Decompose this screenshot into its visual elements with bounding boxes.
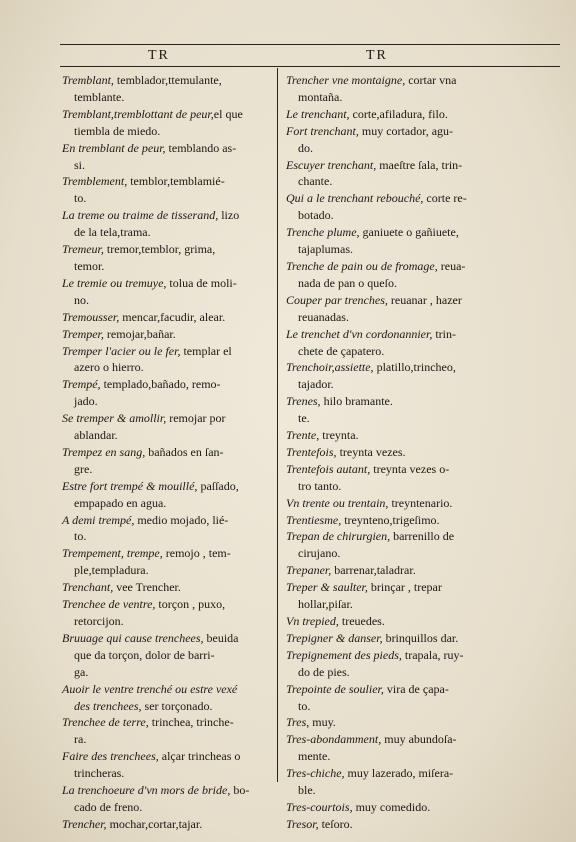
dictionary-entry	[286, 731, 492, 765]
definition-continuation: empapado en agua.	[74, 495, 167, 510]
dictionary-entry	[286, 258, 492, 292]
headword: Tremper,	[62, 326, 104, 341]
dictionary-entry	[62, 376, 270, 410]
headword: Tremblant,tremblottant de peur,	[62, 106, 214, 121]
dictionary-entry	[286, 613, 492, 630]
definition: vee Trencher.	[113, 580, 181, 595]
dictionary-entry	[286, 765, 492, 799]
dictionary-entry	[286, 630, 492, 647]
definition: trin-	[432, 326, 456, 341]
definition-continuation: azero o hierro.	[74, 360, 144, 375]
dictionary-entry	[286, 427, 492, 444]
definition-continuation: te.	[298, 411, 310, 426]
running-head	[62, 48, 560, 64]
definition-continuation: reuanadas.	[298, 309, 349, 324]
definition: remojar por	[166, 411, 226, 426]
headword: Tres-abondamment,	[286, 732, 382, 747]
definition-continuation: de la tela,trama.	[74, 225, 151, 240]
dictionary-entry	[62, 478, 270, 512]
dictionary-entry	[286, 528, 492, 562]
definition: remojar,bañar.	[103, 326, 176, 341]
definition: muy.	[309, 715, 336, 730]
headword: Trepignement des pieds,	[286, 647, 402, 662]
definition: muy cortador, agu-	[358, 123, 454, 138]
dictionary-entry	[286, 123, 492, 157]
definition: maeſtre ſala, trin-	[376, 157, 463, 172]
headword: Tres,	[286, 715, 310, 730]
dictionary-entry	[62, 748, 270, 782]
headword: Trepan de chirurgien,	[286, 529, 391, 544]
definition: trinchea, trinche-	[148, 715, 234, 730]
dictionary-entry	[286, 512, 492, 529]
definition: mochar,cortar,tajar.	[106, 816, 203, 831]
headword: La treme ou traime de tisserand,	[62, 208, 219, 223]
definition-continuation: cirujano.	[298, 546, 341, 561]
headword: Tremper l'acier ou le fer,	[62, 343, 181, 358]
headword: Trempez en sang,	[62, 444, 146, 459]
definition-continuation: tiembla de miedo.	[74, 123, 161, 138]
definition-continuation: no.	[74, 292, 89, 307]
headword: Tremblement,	[62, 174, 128, 189]
headword: Le trenchet d'vn cordonannier,	[286, 326, 433, 341]
definition-continuation: mente.	[298, 749, 331, 764]
definition: paſſado,	[197, 478, 239, 493]
dictionary-entry	[286, 461, 492, 495]
right-column	[286, 72, 492, 833]
definition: hilo bramante.	[320, 394, 393, 409]
dictionary-entry	[62, 714, 270, 748]
definition-continuation: gre.	[74, 461, 93, 476]
dictionary-entry	[286, 72, 492, 106]
definition-continuation: montaña.	[298, 89, 343, 104]
headword: Tres-courtois,	[286, 799, 353, 814]
definition-continuation: do de pies.	[298, 664, 350, 679]
definition: beuida	[203, 630, 239, 645]
headword: Trepigner & danser,	[286, 630, 383, 645]
definition-continuation: trincheras.	[74, 766, 125, 781]
headword: La trenchoeure d'vn mors de bride,	[62, 783, 231, 798]
definition: alçar trincheas o	[158, 749, 241, 764]
column-divider	[277, 68, 278, 782]
definition-continuation: to.	[298, 698, 311, 713]
dictionary-entry	[62, 512, 270, 546]
definition-continuation: ablandar.	[74, 428, 118, 443]
top-rule	[60, 44, 560, 45]
definition: ganiuete o gañiuete,	[359, 225, 459, 240]
definition-continuation: nada de pan o queſo.	[298, 275, 397, 290]
definition-continuation: ple,templadura.	[74, 563, 149, 578]
headword: Trenchant,	[62, 580, 114, 595]
headword: Le trenchant,	[286, 106, 350, 121]
definition: mencar,facudir, alear.	[119, 309, 226, 324]
left-column	[62, 72, 270, 833]
definition-continuation: tajaplumas.	[298, 242, 353, 257]
running-head-right: TR	[366, 48, 388, 63]
definition-continuation: cado de freno.	[74, 799, 143, 814]
dictionary-entry	[62, 630, 270, 681]
definition-continuation: temor.	[74, 258, 105, 273]
headword: En tremblant de peur,	[62, 140, 166, 155]
headword: Trenche plume,	[286, 225, 360, 240]
dictionary-entry	[62, 816, 270, 833]
headword: Qui a le trenchant rebouché,	[286, 191, 424, 206]
headword: Faire des trenchees,	[62, 749, 159, 764]
definition: temblor,temblamié-	[127, 174, 225, 189]
dictionary-entry	[62, 275, 270, 309]
headword: Trenche de pain ou de fromage,	[286, 258, 438, 273]
definition: treynteno,trigeſimo.	[341, 512, 440, 527]
definition-continuation: temblante.	[74, 89, 125, 104]
headword: Tres-chiche,	[286, 766, 345, 781]
headword: des trenchees,	[74, 698, 142, 713]
definition: temblador,ttemulante,	[113, 73, 222, 87]
dictionary-entry	[62, 72, 270, 106]
dictionary-entry	[286, 224, 492, 258]
definition: reua-	[437, 258, 466, 273]
headword: Trentefois autant,	[286, 461, 371, 476]
dictionary-entry	[62, 309, 270, 326]
headword: Trempé,	[62, 377, 101, 392]
headword: Estre fort trempé & mouillé,	[62, 478, 198, 493]
headword: Trencher,	[62, 816, 107, 831]
definition: bañados en ſan-	[145, 444, 224, 459]
definition: treynta vezes o-	[370, 461, 450, 476]
headword: Se tremper & amollir,	[62, 411, 167, 426]
running-head-left: TR	[148, 48, 170, 63]
dictionary-entry	[286, 579, 492, 613]
definition-continuation: ra.	[74, 732, 87, 747]
definition: bo-	[230, 783, 250, 798]
headword: Trentiesme,	[286, 512, 342, 527]
headword: Trenes,	[286, 394, 321, 409]
definition-continuation: ga.	[74, 664, 89, 679]
dictionary-entry	[286, 799, 492, 816]
headword: Trente,	[286, 428, 320, 443]
definition: barrenar,taladrar.	[331, 563, 416, 578]
headword: A demi trempé,	[62, 512, 135, 527]
dictionary-entry	[286, 495, 492, 512]
definition-continuation: tro tanto.	[298, 478, 342, 493]
dictionary-entry	[286, 562, 492, 579]
dictionary-entry	[62, 444, 270, 478]
definition: el que	[213, 106, 243, 121]
definition: teſoro.	[318, 816, 353, 831]
definition-continuation: botado.	[298, 208, 334, 223]
definition: vira de çapa-	[383, 681, 449, 696]
dictionary-entry	[62, 545, 270, 579]
dictionary-entry	[62, 410, 270, 444]
definition: treyntenario.	[388, 495, 453, 510]
headword: Trempement, trempe,	[62, 546, 163, 561]
definition: tolua de moli-	[166, 275, 237, 290]
definition-continuation: jado.	[74, 394, 98, 409]
definition: muy lazerado, miſera-	[344, 766, 454, 781]
dictionary-entry	[62, 681, 270, 715]
dictionary-entry	[62, 579, 270, 596]
headword: Trepointe de soulier,	[286, 681, 384, 696]
definition: templado,bañado, remo-	[100, 377, 221, 392]
dictionary-entry	[286, 816, 492, 833]
definition: muy comedido.	[352, 799, 431, 814]
dictionary-entry	[62, 207, 270, 241]
definition: muy abundoſa-	[381, 732, 457, 747]
definition: temblando as-	[165, 140, 237, 155]
definition: corte,afiladura, filo.	[349, 106, 448, 121]
definition-continuation: retorcijon.	[74, 614, 124, 628]
headword: Trenchee de terre,	[62, 715, 149, 730]
definition: barrenillo de	[390, 529, 455, 544]
dictionary-entry	[286, 647, 492, 681]
definition-continuation: chete de çapatero.	[298, 343, 385, 358]
dictionary-entry	[286, 681, 492, 715]
headword: Tremeur,	[62, 242, 104, 257]
definition: lizo	[218, 208, 240, 223]
headword: Tremblant,	[62, 73, 114, 87]
definition: brinquillos dar.	[382, 630, 459, 645]
definition: treuedes.	[338, 614, 385, 628]
definition: reuanar , hazer	[387, 292, 462, 307]
definition: remojo , tem-	[162, 546, 231, 561]
definition: tremor,temblor, grima,	[103, 242, 216, 257]
dictionary-entry	[286, 190, 492, 224]
definition: treynta vezes.	[336, 444, 406, 459]
headword: Tresor,	[286, 816, 319, 831]
headword: Bruuage qui cause trenchees,	[62, 630, 204, 645]
headword: Trenchee de ventre,	[62, 597, 156, 612]
dictionary-entry	[286, 393, 492, 427]
dictionary-entry	[62, 326, 270, 343]
head-rule	[60, 66, 560, 67]
dictionary-entry	[286, 292, 492, 326]
dictionary-entry	[286, 326, 492, 360]
dictionary-entry	[62, 241, 270, 275]
definition: ser torçonado.	[141, 698, 213, 713]
headword: Trenchoir,assiette,	[286, 360, 374, 375]
definition-continuation: si.	[74, 157, 86, 172]
definition: templar el	[180, 343, 232, 358]
headword: Escuyer trenchant,	[286, 157, 377, 172]
headword: Trentefois,	[286, 444, 337, 459]
headword: Treper & saulter,	[286, 580, 368, 595]
headword: Trencher vne montaigne,	[286, 73, 406, 87]
definition-continuation: tajador.	[298, 377, 334, 392]
dictionary-entry	[62, 343, 270, 377]
definition: brinçar , trepar	[367, 580, 442, 595]
definition-continuation: to.	[74, 529, 87, 544]
dictionary-entry	[62, 106, 270, 140]
definition-continuation: to.	[74, 191, 87, 206]
headword: Trepaner,	[286, 563, 332, 578]
definition: cortar vna	[405, 73, 457, 87]
dictionary-entry	[62, 596, 270, 630]
headword: Le tremie ou tremuye,	[62, 275, 167, 290]
definition-continuation: do.	[298, 140, 313, 155]
definition-continuation: hollar,piſar.	[298, 597, 353, 612]
headword: Vn trepied,	[286, 614, 339, 628]
dictionary-entry	[286, 444, 492, 461]
definition: corte re-	[423, 191, 467, 206]
dictionary-entry	[286, 714, 492, 731]
headword: Tremousser,	[62, 309, 120, 324]
headword: Fort trenchant,	[286, 123, 359, 138]
dictionary-entry	[286, 157, 492, 191]
headword: Vn trente ou trentain,	[286, 495, 389, 510]
definition: platillo,trincheo,	[373, 360, 456, 375]
dictionary-entry	[62, 782, 270, 816]
definition: torçon , puxo,	[155, 597, 226, 612]
dictionary-entry	[62, 140, 270, 174]
definition-continuation: ble.	[298, 783, 316, 798]
definition-continuation: que da torçon, dolor de barri-	[74, 647, 215, 662]
definition: trapala, ruy-	[401, 647, 464, 662]
dictionary-entry	[62, 173, 270, 207]
headword: Couper par trenches,	[286, 292, 388, 307]
dictionary-entry	[286, 359, 492, 393]
dictionary-entry	[286, 106, 492, 123]
headword: Auoir le ventre trenché ou estre vexé	[62, 681, 238, 696]
definition-continuation: chante.	[298, 174, 333, 189]
definition: medio mojado, lié-	[134, 512, 229, 527]
definition: treynta.	[319, 428, 359, 443]
